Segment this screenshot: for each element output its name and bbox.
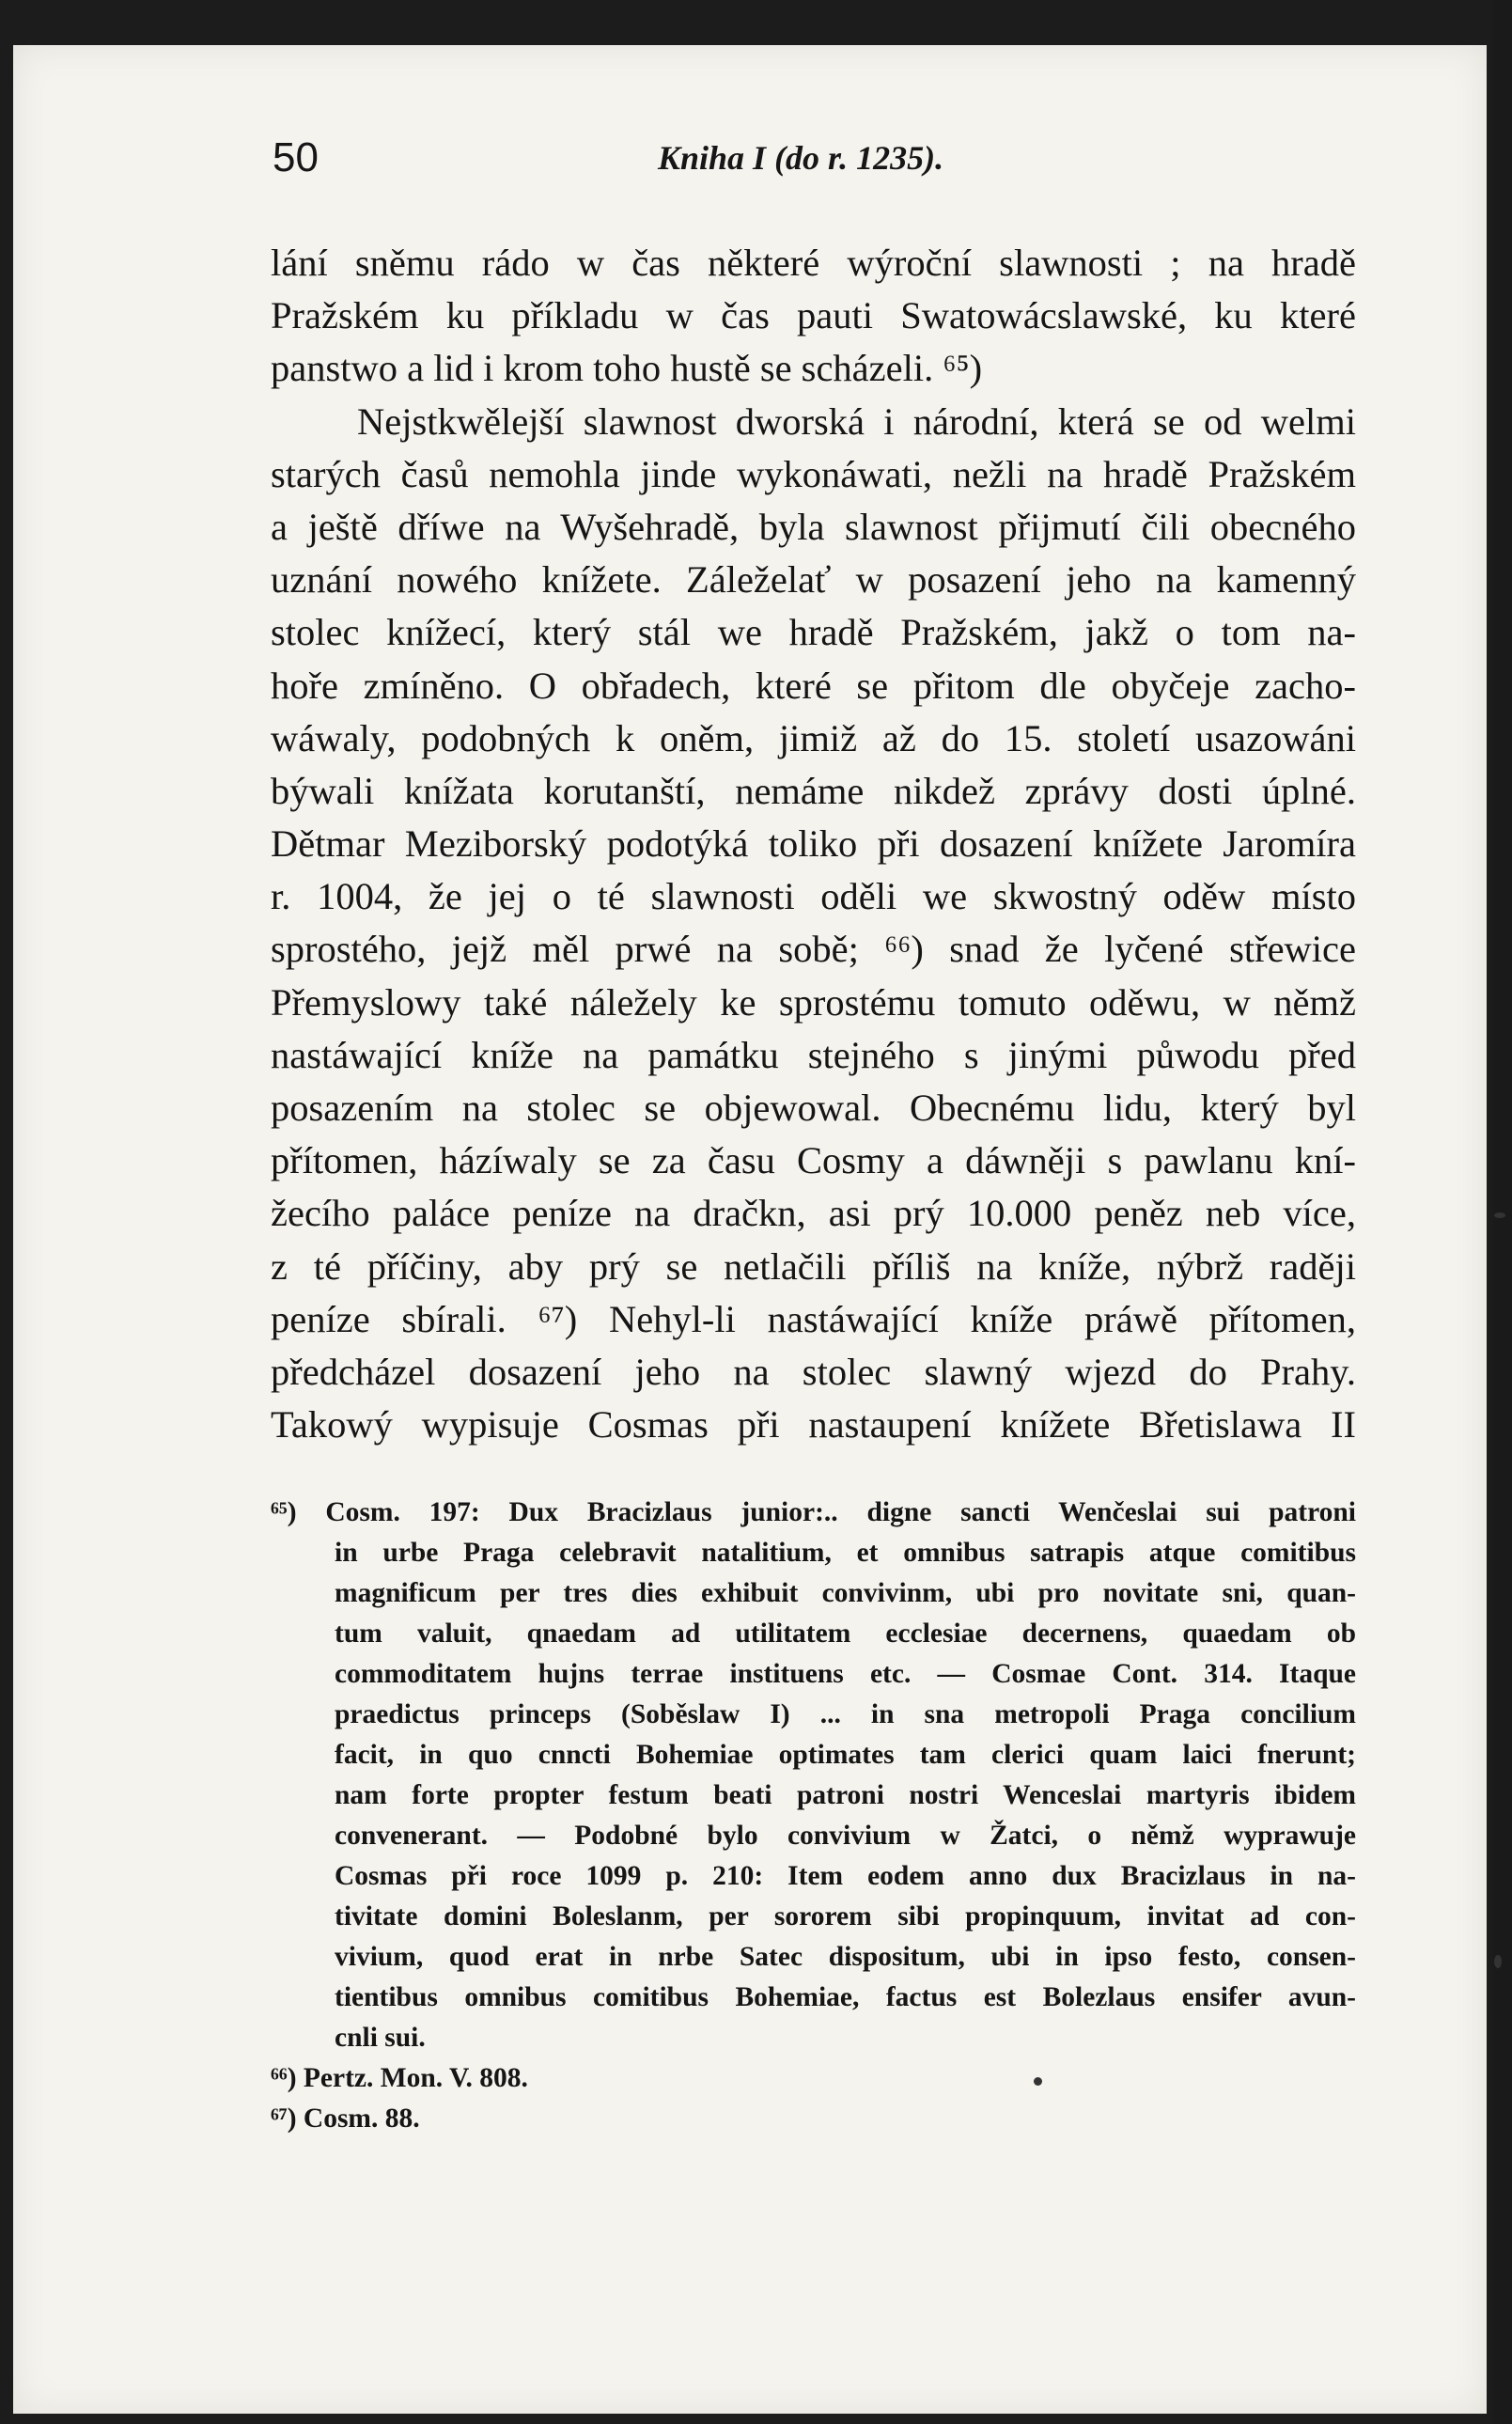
text-line: stolec knížecí, který stál we hradě Pražském, jakž o tom na- [271, 611, 1356, 654]
page-number: 50 [273, 134, 319, 180]
footnote-line: magnificum per tres dies exhibuit convivinm, ubi pro novitate sni, quan- [335, 1578, 1356, 1608]
footnote-line: facit, in quo cnncti Bohemiae optimates tam clerici quam laici fnerunt; [335, 1740, 1356, 1770]
footnote-line: nam forte propter festum beati patroni nostri Wenceslai martyris ibidem [335, 1780, 1356, 1810]
text-line: a ještě dříwe na Wyšehradě, byla slawnost přijmutí čili obecného [271, 505, 1356, 548]
footnote-line: commoditatem hujns terrae instituens etc. — Cosmae Cont. 314. Itaque [335, 1659, 1356, 1689]
footnote-line: praedictus princeps (Soběslaw I) ... in sna metropoli Praga concilium [335, 1699, 1356, 1729]
text-line: uznání nowého knížete. Záleželať w posazení jeho na kamenný [271, 558, 1356, 602]
text-line: starých časů nemohla jinde wykonáwati, nežli na hradě Pražském [271, 452, 1356, 495]
text-line: wáwaly, podobných k oněm, jimiž až do 15. století usazowáni [271, 716, 1356, 759]
footnote-line: cnli sui. [335, 2023, 426, 2053]
text-line: r. 1004, že jej o té slawnosti oděli we skwostný oděw místo [271, 875, 1356, 918]
footnote-line: tivitate domini Boleslanm, per sororem sibi propinquum, invitat ad con- [335, 1901, 1356, 1931]
footnote-line: ⁶⁵) Cosm. 197: Dux Bracizlaus junior:.. digne sancti Wenčeslai sui patroni [271, 1497, 1356, 1527]
text-line: posazením na stolec se objewowal. Obecnému lidu, který byl [271, 1087, 1356, 1129]
text-line: hoře zmíněno. O obřadech, které se přitom dle obyčeje zacho- [271, 664, 1356, 707]
text-line: předcházel dosazení jeho na stolec slawný wjezd do Prahy. [271, 1350, 1356, 1393]
text-line: Takowý wypisuje Cosmas při nastaupení knížete Břetislawa II [271, 1403, 1356, 1447]
text-line: Pražském ku příkladu w čas pauti Swatowácslawské, ku které [271, 294, 1356, 337]
scan-speck [1034, 2077, 1042, 2086]
text-line: sprostého, jejž měl prwé na sobě; ⁶⁶) snad že lyčené střewice [271, 928, 1356, 971]
footnote-line: convenerant. — Podobné bylo convivium w Žatci, o němž wyprawuje [335, 1821, 1356, 1851]
footnote-line: vivium, quod erat in nrbe Satec dispositum, ubi in ipso festo, consen- [335, 1942, 1356, 1972]
footnote-line: tientibus omnibus comitibus Bohemiae, factus est Bolezlaus ensifer avun- [335, 1982, 1356, 2012]
text-line: Nejstkwělejší slawnost dworská i národní, která se od welmi [357, 399, 1356, 443]
text-line: Dětmar Meziborský podotýká toliko při dosazení knížete Jaromíra [271, 822, 1356, 866]
scan-speck [1494, 1955, 1502, 1968]
text-line: Přemyslowy také náležely ke sprostému tomuto oděwu, w němž [271, 980, 1356, 1024]
footnote-line: Cosmas při roce 1099 p. 210: Item eodem anno dux Bracizlaus in na- [335, 1861, 1356, 1891]
text-line: lání sněmu rádo w čas některé wýroční slawnosti ; na hradě [271, 242, 1356, 284]
text-line: z té příčiny, aby prý se netlačili příliš na kníže, nýbrž raději [271, 1244, 1356, 1288]
text-line: žecího paláce peníze na dračkn, asi prý 10.000 peněz neb více, [271, 1192, 1356, 1235]
footnote-line: ⁶⁶) Pertz. Mon. V. 808. [271, 2063, 528, 2093]
footnote-line: ⁶⁷) Cosm. 88. [271, 2103, 420, 2134]
main-text [271, 237, 1356, 1451]
scan-speck [1494, 1212, 1505, 1218]
footnote-line: in urbe Praga celebravit natalitium, et omnibus satrapis atque comitibus [335, 1538, 1356, 1568]
text-line: přítomen, házíwaly se za času Cosmy a dáwněji s pawlanu kní- [271, 1139, 1356, 1182]
footnotes [271, 1493, 1356, 2139]
page-header [263, 127, 1344, 193]
footnote-line: tum valuit, qnaedam ad utilitatem ecclesiae decernens, quaedam ob [335, 1619, 1356, 1649]
text-line: panstwo a lid i krom toho hustě se scházeli. ⁶⁵) [271, 347, 983, 390]
text-line: býwali knížata korutanští, nemáme nikdež zprávy dosti úplné. [271, 769, 1356, 812]
text-line: nastáwající kníže na památku stejného s jinými půwodu před [271, 1033, 1356, 1076]
text-line: peníze sbírali. ⁶⁷) Nehyl-li nastáwající kníže práwě přítomen, [271, 1297, 1356, 1340]
running-head: Kniha I (do r. 1235). [658, 139, 944, 177]
